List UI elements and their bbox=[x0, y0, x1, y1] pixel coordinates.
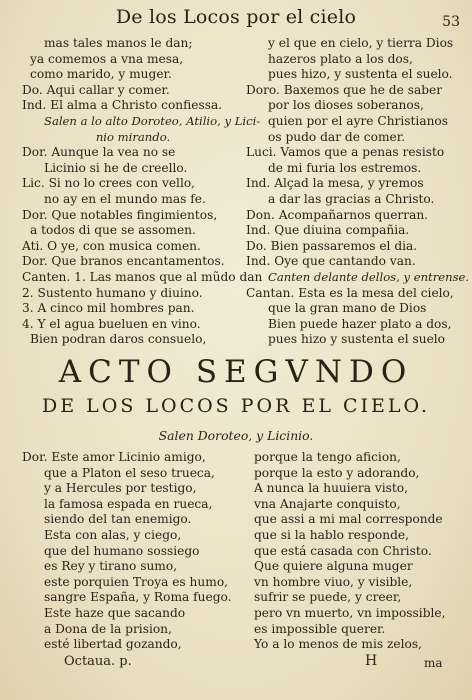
verse-line: Licinio si he de creello. bbox=[44, 160, 188, 175]
verse-line: Bien podran daros consuelo, bbox=[30, 332, 207, 347]
verse-line: Dor. Este amor Licinio amigo, bbox=[22, 450, 206, 464]
verse-line: que a Platon el seso trueca, bbox=[44, 465, 215, 480]
verse-line: Dor. Que branos encantamentos. bbox=[22, 254, 225, 269]
verse-line: Ind. Que diuina compañia. bbox=[246, 223, 410, 238]
verse-line: Yo a lo menos de mis zelos, bbox=[254, 637, 422, 652]
verse-line: Canten delante dellos, y entrense. bbox=[268, 269, 470, 284]
verse-line: ya comemos a vna mesa, bbox=[30, 51, 184, 66]
verse-line: de mi furia los estremos. bbox=[268, 160, 422, 175]
verse-line: Ati. O ye, con musica comen. bbox=[22, 238, 201, 253]
verse-line: a todos di que se assomen. bbox=[30, 223, 196, 238]
verse-line: y a Hercules por testigo, bbox=[44, 481, 197, 496]
verse-line: siendo del tan enemigo. bbox=[44, 512, 192, 527]
verse-line: vna Anajarte conquisto, bbox=[254, 496, 401, 511]
verse-line: pues hizo, y sustenta el suelo. bbox=[268, 67, 453, 82]
verse-line: es impossible querer. bbox=[254, 621, 386, 636]
verse-line: porque la esto y adorando, bbox=[254, 465, 420, 480]
verse-line: esté libertad gozando, bbox=[44, 637, 182, 652]
verse-line: Dor. Que notables fingimientos, bbox=[22, 207, 218, 222]
column-top-left bbox=[22, 36, 263, 348]
verse-line: mas tales manos le dan; bbox=[44, 36, 193, 50]
page-number: 53 bbox=[442, 14, 460, 30]
verse-line: A nunca la huuiera visto, bbox=[254, 481, 408, 496]
verse-line: Esta con alas, y ciego, bbox=[44, 527, 182, 542]
verse-line: sangre España, y Roma fuego. bbox=[44, 590, 232, 605]
verse-line: Este haze que sacando bbox=[44, 605, 186, 620]
verse-line: Ind. Oye que cantando van. bbox=[246, 254, 416, 269]
act-subtitle: DE LOS LOCOS POR EL CIELO. bbox=[41, 395, 431, 417]
verse-line: Dor. Aunque la vea no se bbox=[22, 145, 176, 160]
verse-line: por los dioses soberanos, bbox=[268, 98, 424, 113]
signature-mark: H bbox=[365, 653, 378, 669]
verse-line: Ind. El alma a Christo confiessa. bbox=[22, 98, 223, 113]
verse-line: que si la hablo responde, bbox=[254, 527, 409, 542]
verse-line: hazeros plato a los dos, bbox=[268, 51, 413, 66]
verse-line: Doro. Baxemos que he de saber bbox=[246, 82, 443, 97]
verse-line: a Dona de la prision, bbox=[44, 621, 172, 636]
verse-line: Que quiere alguna muger bbox=[254, 559, 413, 574]
verse-line: como marido, y muger. bbox=[30, 67, 172, 82]
verse-line: 4. Y el agua bueluen en vino. bbox=[22, 316, 201, 331]
verse-line: Do. Aqui callar y comer. bbox=[22, 82, 170, 97]
verse-line: que del humano sossiego bbox=[44, 543, 200, 558]
verse-line: 3. A cinco mil hombres pan. bbox=[22, 301, 195, 316]
verse-line: quien por el ayre Christianos bbox=[268, 113, 449, 128]
verse-line: pero vn muerto, vn impossible, bbox=[254, 605, 446, 620]
verse-line: Don. Acompañarnos querran. bbox=[246, 207, 429, 222]
verse-line: que la gran mano de Dios bbox=[268, 301, 427, 316]
column-bottom-right bbox=[246, 450, 462, 653]
verse-line: Ind. Alçad la mesa, y yremos bbox=[246, 176, 424, 191]
verse-line: es Rey y tirano sumo, bbox=[44, 559, 178, 574]
verse-line: os pudo dar de comer. bbox=[268, 129, 406, 144]
verse-line: Canten. 1. Las manos que al mũdo dan bbox=[22, 269, 263, 284]
verse-line: que assi a mi mal corresponde bbox=[254, 512, 443, 527]
verse-line: nio mirando. bbox=[95, 129, 171, 144]
verse-line: 2. Sustento humano y diuino. bbox=[22, 285, 203, 300]
catchword: ma bbox=[424, 656, 443, 670]
verse-line: no ay en el mundo mas fe. bbox=[44, 191, 206, 206]
verse-line: este porquien Troya es humo, bbox=[44, 574, 229, 589]
running-head: De los Locos por el cielo bbox=[115, 6, 357, 28]
verse-line: vn hombre viuo, y visible, bbox=[254, 574, 413, 589]
verse-line: Cantan. Esta es la mesa del cielo, bbox=[246, 285, 454, 300]
act-title: ACTO SEGVNDO bbox=[58, 354, 414, 390]
signature-line: Octaua. p. bbox=[64, 654, 132, 669]
verse-line: Luci. Vamos que a penas resisto bbox=[246, 145, 445, 160]
verse-line: Lic. Si no lo crees con vello, bbox=[22, 176, 196, 191]
verse-line: Do. Bien passaremos el dia. bbox=[246, 238, 418, 253]
verse-line: porque la tengo aficion, bbox=[254, 450, 401, 464]
verse-line: sufrir se puede, y creer, bbox=[254, 590, 402, 605]
verse-line: pues hizo y sustenta el suelo bbox=[268, 332, 446, 347]
verse-line: la famosa espada en rueca, bbox=[44, 496, 213, 511]
verse-line: que está casada con Christo. bbox=[254, 543, 432, 558]
verse-line: a dar las gracias a Christo. bbox=[268, 191, 435, 206]
column-top-right bbox=[246, 36, 470, 348]
column-bottom-left bbox=[22, 450, 244, 653]
verse-line: Bien puede hazer plato a dos, bbox=[268, 316, 452, 331]
verse-line: y el que en cielo, y tierra Dios bbox=[268, 36, 454, 50]
verse-line: Salen a lo alto Doroteo, Atilio, y Lici- bbox=[44, 113, 261, 128]
stage-direction-entrance: Salen Doroteo, y Licinio. bbox=[158, 428, 314, 443]
